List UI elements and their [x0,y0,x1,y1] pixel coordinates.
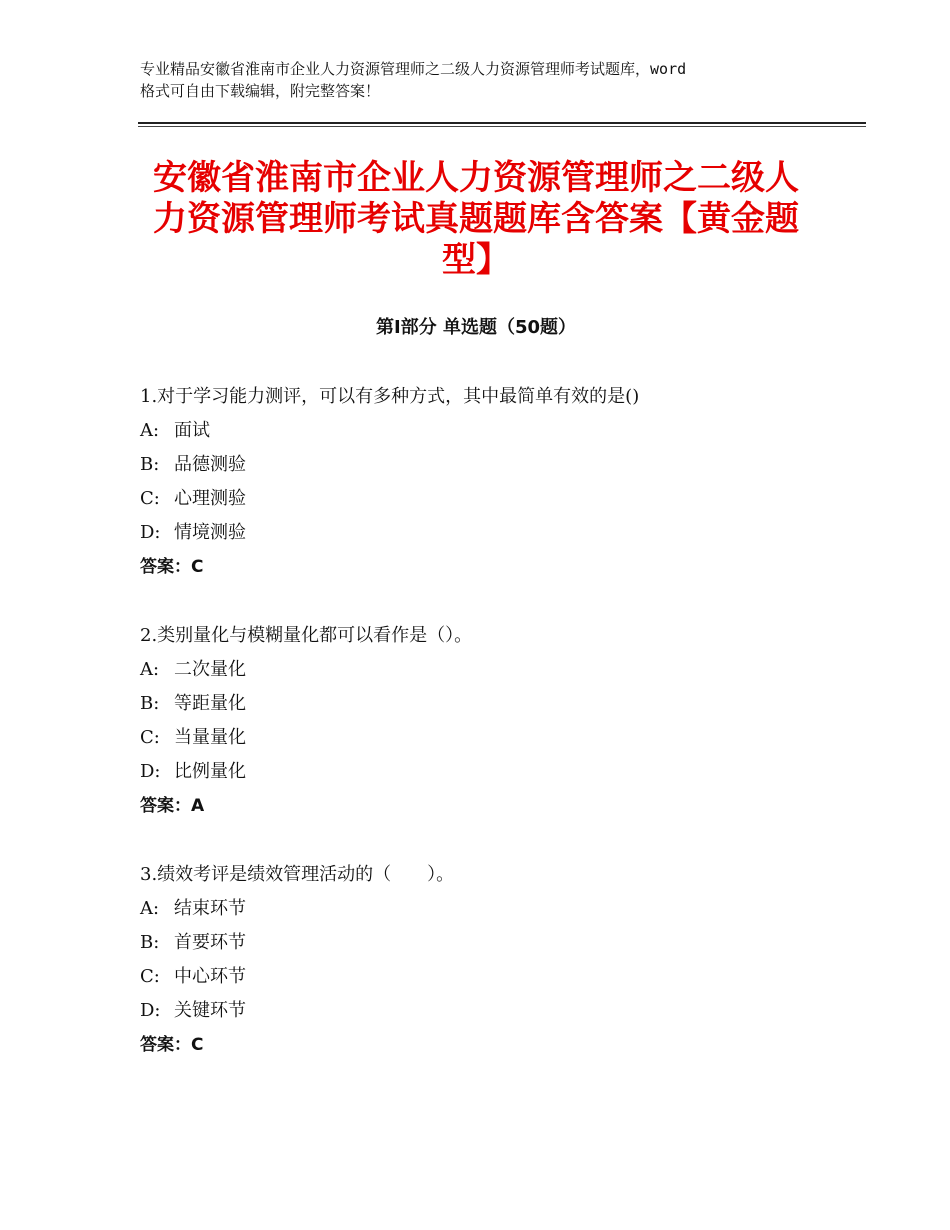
option-a [140,653,840,687]
header-note [140,58,840,102]
title-line-1: 安徽省淮南市企业人力资源管理师之二级人 [153,158,799,198]
option-text: 中心环节 [174,966,246,987]
option-letter: D: [140,1000,161,1021]
option-letter: D: [140,522,161,543]
option-text: 二次量化 [174,659,246,680]
option-letter: D: [140,761,161,782]
option-d [140,994,840,1028]
header-note-line-1: 专业精品安徽省淮南市企业人力资源管理师之二级人力资源管理师考试题库，word [140,60,687,78]
header-note-line-2: 格式可自由下载编辑，附完整答案！ [140,82,381,100]
option-text: 情境测验 [174,522,246,543]
option-text: 面试 [174,420,210,441]
option-a [140,892,840,926]
option-text: 等距量化 [174,693,246,714]
option-letter: B: [140,454,160,475]
answer: 答案：C [140,1035,204,1055]
answer: 答案：C [140,557,204,577]
option-text: 心理测验 [174,488,246,509]
option-d [140,755,840,789]
option-b [140,926,840,960]
section-title: 第Ⅰ部分 单选题（50题） [375,317,576,338]
option-c [140,721,840,755]
question-stem: 1.对于学习能力测评，可以有多种方式，其中最简单有效的是() [140,386,640,407]
header-divider-thin [138,126,866,127]
question-stem: 3.绩效考评是绩效管理活动的（ ）。 [140,864,455,885]
option-d [140,516,840,550]
option-text: 结束环节 [174,898,246,919]
title-line-3: 型】 [442,240,510,280]
option-b [140,687,840,721]
header-divider-thick [138,122,866,124]
option-text: 当量量化 [174,727,246,748]
option-c [140,960,840,994]
option-letter: C: [140,966,160,987]
title-line-2: 力资源管理师考试真题题库含答案【黄金题 [153,199,799,239]
question-1 [140,380,840,584]
answer: 答案：A [140,796,205,816]
question-2 [140,619,840,823]
option-letter: B: [140,693,160,714]
option-letter: A: [140,898,160,919]
option-letter: C: [140,488,160,509]
option-text: 比例量化 [174,761,246,782]
question-stem: 2.类别量化与模糊量化都可以看作是（）。 [140,625,473,646]
option-c [140,482,840,516]
question-3 [140,858,840,1062]
option-a [140,414,840,448]
document-title [140,158,812,281]
option-letter: C: [140,727,160,748]
option-b [140,448,840,482]
option-letter: A: [140,420,160,441]
option-text: 关键环节 [174,1000,246,1021]
option-text: 首要环节 [174,932,246,953]
option-letter: B: [140,932,160,953]
option-text: 品德测验 [174,454,246,475]
option-letter: A: [140,659,160,680]
